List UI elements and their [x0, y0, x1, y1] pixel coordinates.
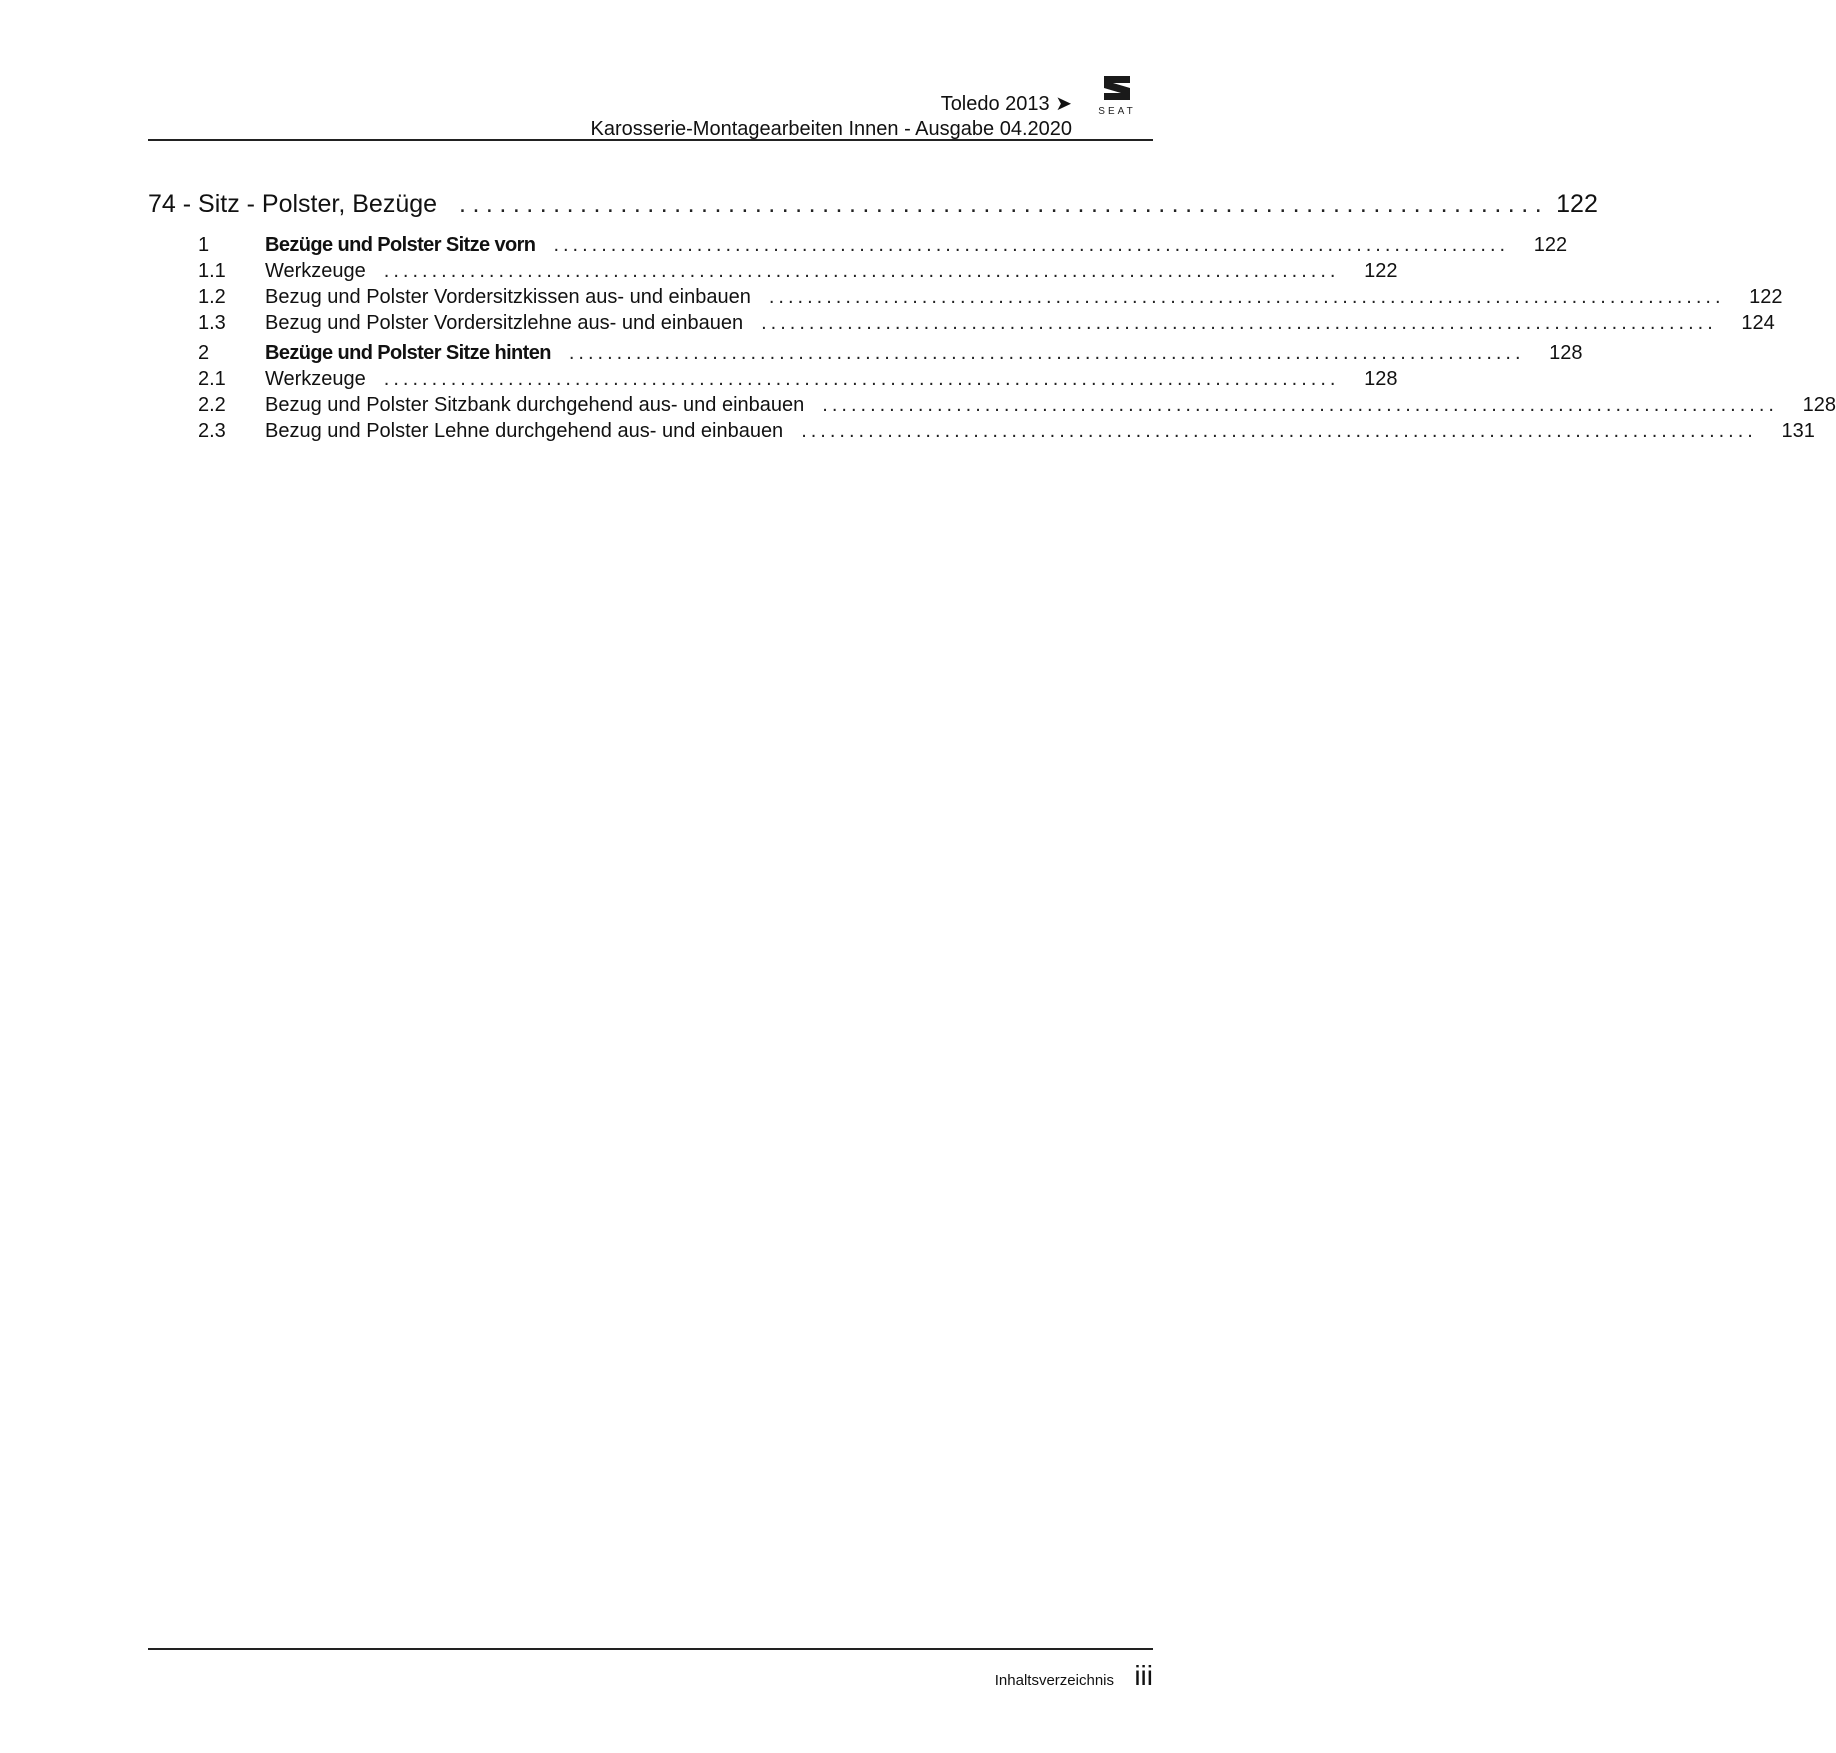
toc-entry-page: 122 — [1533, 234, 1568, 256]
footer-section-label: Inhaltsverzeichnis — [994, 1672, 1114, 1689]
toc-entry[interactable] — [148, 286, 1783, 312]
header-divider — [148, 139, 1153, 141]
toc-leader: .................................................................................................... — [383, 260, 1340, 282]
toc-entry-number: 1.2 — [198, 286, 226, 308]
toc-entry-page: 131 — [1781, 420, 1815, 442]
toc-entry-number: 1.3 — [198, 312, 226, 334]
toc-entry-number: 1 — [198, 234, 210, 256]
toc-entry-page: 128 — [1802, 394, 1836, 416]
toc-entry-page: 128 — [1549, 342, 1583, 364]
toc-leader: .................................................................................................... — [761, 312, 1717, 334]
toc-chapter-row[interactable] — [148, 190, 1598, 230]
toc-entry[interactable] — [148, 394, 1836, 420]
toc-entry[interactable] — [148, 312, 1775, 338]
toc-entry[interactable] — [148, 260, 1398, 286]
seat-logo-icon — [1086, 72, 1148, 106]
header-text — [591, 92, 1072, 142]
toc-entry-title: Bezug und Polster Vordersitzkissen aus- und einbauen — [265, 286, 751, 308]
seat-logo-text: SEAT — [1098, 106, 1136, 117]
seat-logo — [1086, 72, 1148, 122]
toc-entry-title: Werkzeuge — [265, 260, 366, 282]
header-subtitle: Karosserie-Montagearbeiten Innen - Ausgabe 04.2020 — [590, 118, 1072, 140]
toc-leader: .................................................................................................... — [383, 368, 1340, 390]
toc-entry[interactable] — [148, 420, 1815, 446]
toc-leader: ................................................................................. — [459, 190, 1549, 218]
toc-entry-number: 2.3 — [198, 420, 226, 442]
toc-entry-number: 1.1 — [198, 260, 226, 282]
toc-chapter-page: 122 — [1556, 190, 1598, 218]
toc-leader: .................................................................................................... — [822, 394, 1778, 416]
toc-leader: .................................................................................................... — [768, 286, 1725, 308]
toc-leader: .................................................................................................... — [801, 420, 1757, 442]
toc-entry-title: Bezüge und Polster Sitze hinten — [265, 342, 551, 364]
toc-entry-title: Werkzeuge — [265, 368, 366, 390]
toc-entry-title: Bezug und Polster Vordersitzlehne aus- und einbauen — [265, 312, 744, 334]
toc-entry-page: 128 — [1364, 368, 1398, 390]
toc-entry-title: Bezug und Polster Sitzbank durchgehend aus- und einbauen — [265, 394, 805, 416]
toc-entry[interactable] — [148, 342, 1583, 368]
footer-page-number: iii — [1134, 1660, 1153, 1691]
toc-entry[interactable] — [148, 234, 1568, 260]
toc-entry-title: Bezug und Polster Lehne durchgehend aus- und einbauen — [265, 420, 784, 442]
toc-chapter-title: 74 - Sitz - Polster, Bezüge — [148, 190, 438, 218]
toc-leader: .................................................................................................... — [553, 234, 1510, 256]
toc-entry-title: Bezüge und Polster Sitze vorn — [265, 234, 536, 256]
toc-entry-page: 124 — [1741, 312, 1775, 334]
toc-entry-number: 2 — [198, 342, 210, 364]
toc-entry-page: 122 — [1749, 286, 1783, 308]
toc-entry-page: 122 — [1364, 260, 1398, 282]
toc-entry-number: 2.1 — [198, 368, 226, 390]
header-model: Toledo 2013 ➤ — [940, 93, 1072, 115]
toc-entry[interactable] — [148, 368, 1398, 394]
table-of-contents — [148, 190, 1836, 446]
footer-divider — [148, 1648, 1153, 1650]
page-header — [0, 0, 1240, 150]
toc-entry-number: 2.2 — [198, 394, 226, 416]
toc-leader: .................................................................................................... — [568, 342, 1525, 364]
